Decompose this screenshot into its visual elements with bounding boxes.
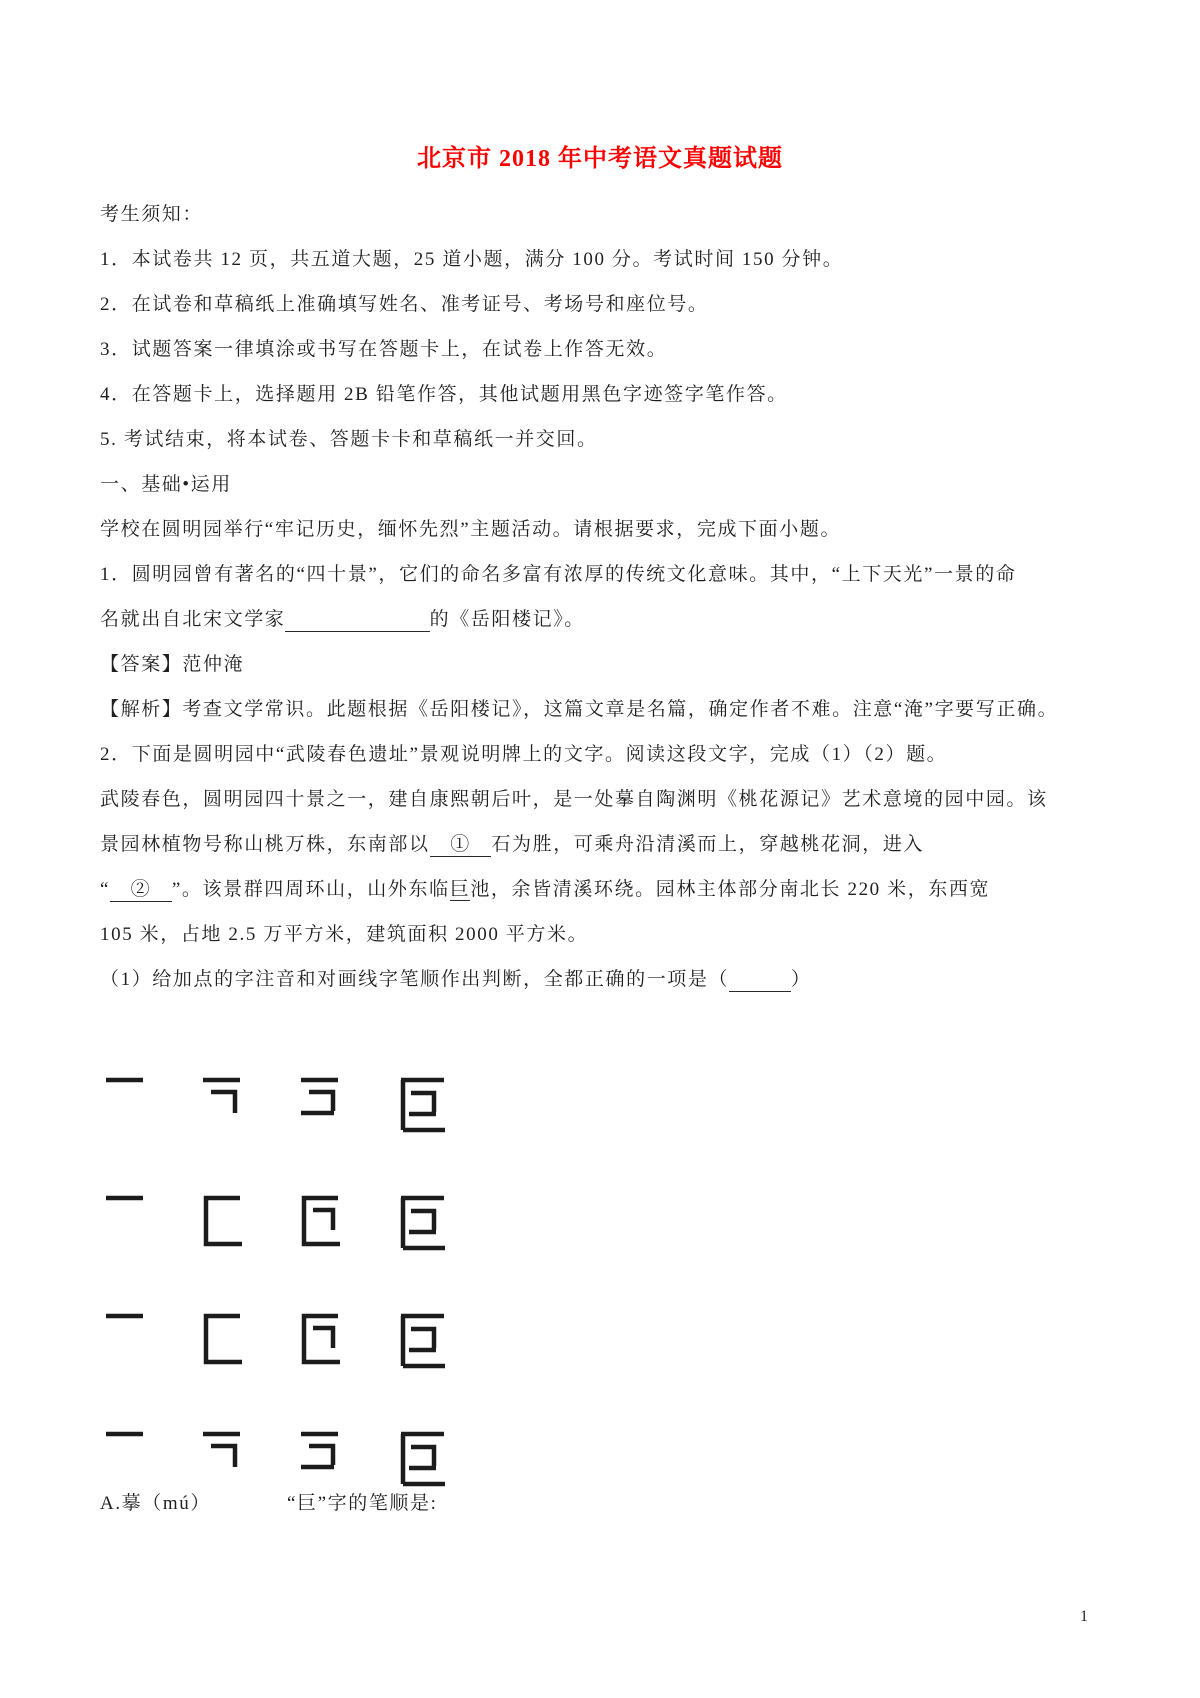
q1-line1: 1．圆明园曾有著名的“四十景”，它们的命名多富有浓厚的传统文化意味。其中，“上下天光”一景的命: [100, 564, 1017, 585]
stroke-stage-glyph: [400, 1194, 450, 1252]
dotted-char-mo: 摹 •: [615, 789, 636, 810]
passage-l1-post: 自陶渊明《桃花源记》艺术意境的园中园。该: [635, 789, 1048, 810]
q1-fill-blank: [285, 609, 429, 632]
notice-item-5: 5. 考试结束，将本试卷、答题卡卡和草稿纸一并交回。: [100, 429, 598, 450]
stroke-order-figure: [100, 1076, 1100, 1488]
q2-sub1-stem: [100, 957, 1100, 1002]
stroke-stage-glyph: [105, 1430, 155, 1488]
stroke-stage-glyph: [202, 1076, 252, 1134]
q1-line2-post: 的《岳阳楼记》。: [429, 609, 585, 630]
stroke-stage-glyph: [105, 1312, 155, 1370]
q2-passage-line3: [100, 867, 1100, 912]
page-number: 1: [1080, 1608, 1088, 1625]
stroke-stage-glyph: [400, 1430, 450, 1488]
passage-l2-post: 石为胜，可乘舟沿清溪而上，穿越桃花洞，进入: [491, 834, 925, 855]
section-heading: 一、基础•运用: [100, 474, 232, 495]
page-title: 北京市 2018 年中考语文真题试题: [417, 146, 783, 172]
q1-line2-pre: 名就出自北宋文学家: [100, 609, 286, 630]
notice-item-1: 1．本试卷共 12 页，共五道大题，25 道小题，满分 100 分。考试时间 150 分钟。: [100, 249, 844, 270]
stroke-stage-glyph: [105, 1194, 155, 1252]
underlined-char-ju: 巨: [449, 879, 471, 900]
q1-analysis: 【解析】考查文学常识。此题根据《岳阳楼记》，这篇文章是名篇，确定作者不难。注意“淹”字要写正确。: [100, 699, 1059, 720]
blank-circle-1: ①: [429, 834, 492, 855]
stroke-stage-glyph: [400, 1076, 450, 1134]
passage-l3-mid: ”。该景群四周环山，山外东临: [171, 879, 450, 900]
stroke-stage-glyph: [300, 1430, 350, 1488]
sub1-pre: （1）给加点的字注音和对画线字笔顺作出判断，全都正确的一项是（: [100, 969, 730, 990]
passage-l2-pre: 景园林植物号称山桃万株，东南部以: [100, 834, 430, 855]
stroke-stage-glyph: [300, 1076, 350, 1134]
option-a-pinyin: A.摹（mú）: [100, 1493, 211, 1514]
section-intro: 学校在圆明园举行“牢记历史，缅怀先烈”主题活动。请根据要求，完成下面小题。: [100, 519, 842, 540]
stroke-stage-glyph: [202, 1312, 252, 1370]
answer-choice-blank: [729, 969, 791, 992]
stroke-stage-glyph: [300, 1194, 350, 1252]
sub1-post: ）: [790, 969, 812, 990]
q1-answer: 【答案】范仲淹: [100, 654, 245, 675]
notice-heading: 考生须知：: [100, 204, 204, 225]
notice-item-4: 4．在答题卡上，选择题用 2B 铅笔作答，其他试题用黑色字迹签字笔作答。: [100, 384, 788, 405]
passage-l3-post: 池，余皆清溪环绕。园林主体部分南北长 220 米，东西宽: [470, 879, 991, 900]
notice-item-2: 2．在试卷和草稿纸上准确填写姓名、准考证号、考场号和座位号。: [100, 294, 709, 315]
stroke-order-row-4: [100, 1430, 1100, 1488]
document-body: [100, 140, 1100, 1002]
stroke-stage-glyph: [202, 1430, 252, 1488]
passage-l1-pre: 武陵春色，圆明园四十景之一，建自康熙朝后叶，是一处: [100, 789, 616, 810]
stroke-stage-glyph: [105, 1076, 155, 1134]
stroke-order-label: “巨”字的笔顺是:: [286, 1493, 438, 1514]
option-a-line: [100, 1481, 438, 1526]
stroke-stage-glyph: [202, 1194, 252, 1252]
passage-l3-pre: “: [100, 879, 111, 900]
q2-passage-line1: [100, 777, 1100, 822]
stroke-order-row-3: [100, 1312, 1100, 1370]
notice-item-3: 3．试题答案一律填涂或书写在答题卡上，在试卷上作答无效。: [100, 339, 668, 360]
q2-passage-line2: [100, 822, 1100, 867]
stroke-order-row-1: [100, 1076, 1100, 1134]
stroke-stage-glyph: [300, 1312, 350, 1370]
q1-line2: [100, 597, 1100, 642]
q2-passage-line4: 105 米，占地 2.5 万平方米，建筑面积 2000 平方米。: [100, 924, 589, 945]
stroke-order-row-2: [100, 1194, 1100, 1252]
blank-circle-2: ②: [110, 879, 172, 900]
q2-stem: 2．下面是圆明园中“武陵春色遗址”景观说明牌上的文字。阅读这段文字，完成（1）（2）题。: [100, 744, 948, 765]
stroke-stage-glyph: [400, 1312, 450, 1370]
